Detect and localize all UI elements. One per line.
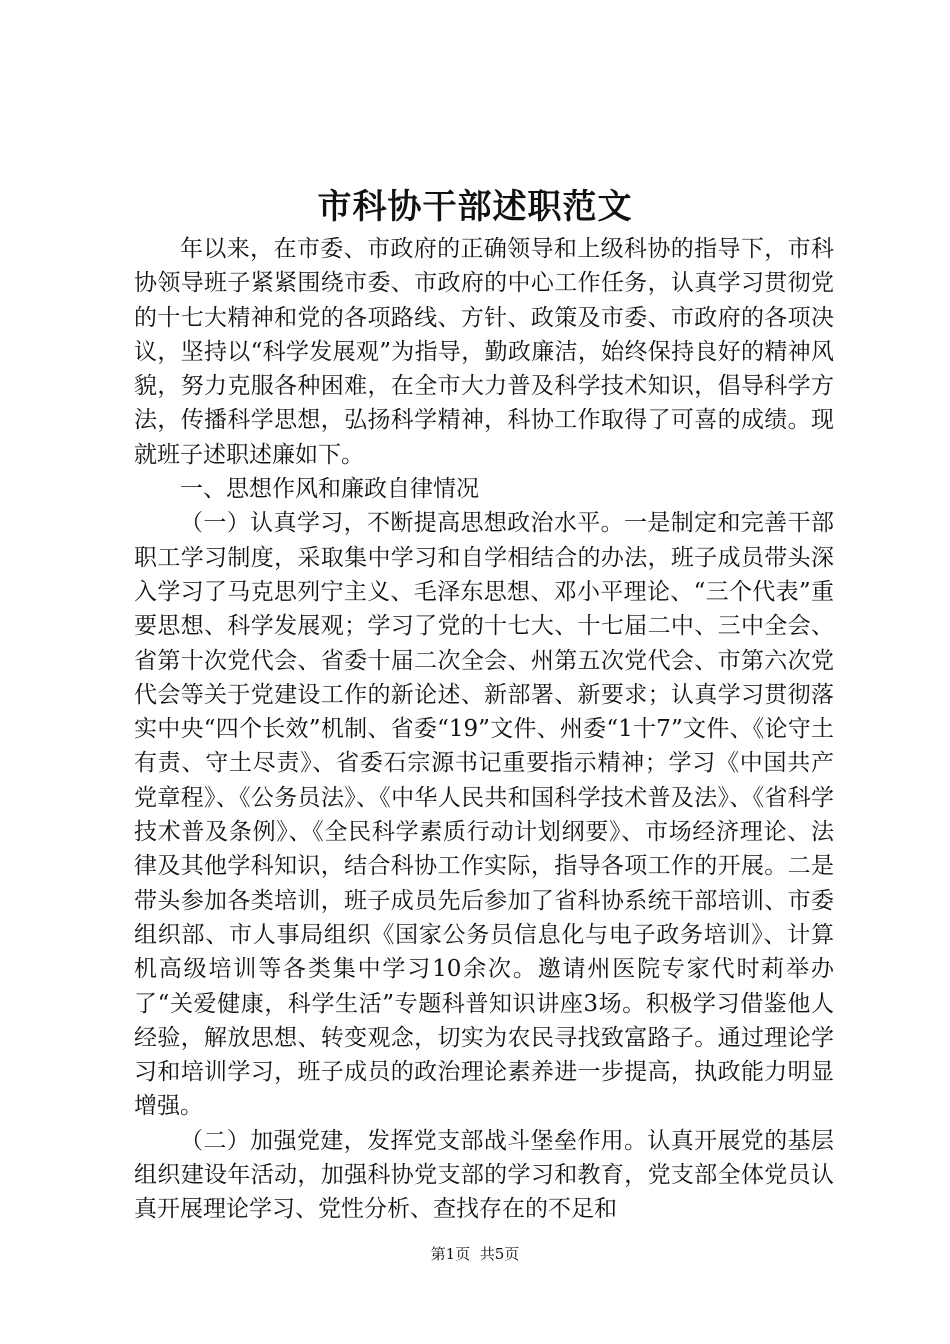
document-body	[134, 232, 834, 1227]
section-heading: 一、思想作风和廉政自律情况	[180, 476, 479, 503]
document-title: 市科协干部述职范文	[317, 187, 633, 227]
paragraph-intro: 年以来，在市委、市政府的正确领导和上级科协的指导下，市科协领导班子紧紧围绕市委、市政府的中心工作任务，认真学习贯彻党的十七大精神和党的各项路线、方针、政策及市委、市政府的各项决议，坚持以“科学发展观”为指导，勤政廉洁，始终保持良好的精神风貌，努力克服各种困难，在全市大力普及科学技术知识，倡导科学方法，传播科学思想，弘扬科学精神，科协工作取得了可喜的成绩。现就班子述职述廉如下。	[134, 236, 834, 468]
paragraph-study: （一）认真学习，不断提高思想政治水平。一是制定和完善干部职工学习制度，采取集中学习和自学相结合的办法，班子成员带头深入学习了马克思列宁主义、毛泽东思想、邓小平理论、“三个代表”重要思想、科学发展观；学习了党的十七大、十七届二中、三中全会、省第十次党代会、省委十届二次全会、州第五次党代会、市第六次党代会等关于党建设工作的新论述、新部署、新要求；认真学习贯彻落实中央“四个长效”机制、省委“19”文件、州委“1十7”文件、《论守土有责、守土尽责》、省委石宗源书记重要指示精神；学习《中国共产党章程》、《公务员法》、《中华人民共和国科学技术普及法》、《省科学技术普及条例》、《全民科学素质行动计划纲要》、市场经济理论、法律及其他学科知识，结合科协工作实际，指导各项工作的开展。二是带头参加各类培训，班子成员先后参加了省科协系统干部培训、市委组织部、市人事局组织《国家公务员信息化与电子政务培训》、计算机高级培训等各类集中学习10余次。邀请州医院专家代时莉举办了“关爱健康，科学生活”专题科普知识讲座3场。积极学习借鉴他人经验，解放思想、转变观念，切实为农民寻找致富路子。通过理论学习和培训学习，班子成员的政治理论素养进一步提高，执政能力明显增强。	[134, 510, 834, 1120]
page-total: 共5页	[479, 1245, 520, 1263]
page-number: 第1页	[430, 1245, 471, 1263]
paragraph-party-building: （二）加强党建，发挥党支部战斗堡垒作用。认真开展党的基层组织建设年活动，加强科协党支部的学习和教育，党支部全体党员认真开展理论学习、党性分析、查找存在的不足和	[134, 1127, 834, 1223]
page-footer	[0, 1244, 950, 1264]
